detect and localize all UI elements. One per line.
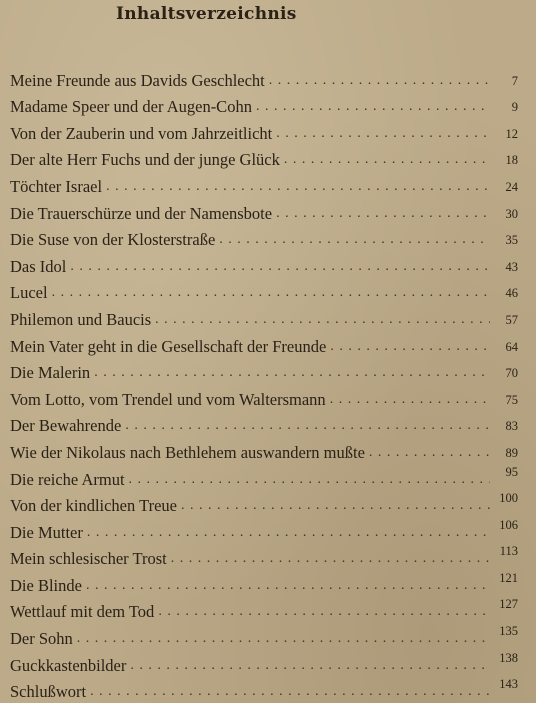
toc-entry-page-number: 89 xyxy=(505,445,518,460)
toc-entry xyxy=(10,303,518,330)
toc-entry-page-number: 35 xyxy=(505,233,518,248)
toc-entry-page-number: 135 xyxy=(499,624,518,639)
toc-leader-dots xyxy=(330,390,490,410)
toc-entry xyxy=(10,357,518,384)
toc-entry xyxy=(10,144,518,171)
toc-entry xyxy=(10,410,518,437)
toc-entry xyxy=(10,676,518,703)
toc-leader-dots xyxy=(276,124,490,144)
toc-entry-title: Der Bewahrende xyxy=(10,416,122,436)
toc-entry xyxy=(10,649,518,676)
toc-entry-title: Der alte Herr Fuchs und der junge Glück xyxy=(10,150,280,170)
toc-entry-page-number: 64 xyxy=(505,339,518,354)
toc-entry-title: Von der Zauberin und vom Jahrzeitlicht xyxy=(10,123,273,143)
toc-leader-dots xyxy=(181,496,490,516)
toc-entry-page-number: 95 xyxy=(505,464,518,479)
toc-leader-dots xyxy=(219,230,490,250)
toc-entry-title: Die Trauerschürze und der Namensbote xyxy=(10,203,273,223)
toc-entry xyxy=(10,569,518,596)
toc-entry xyxy=(10,596,518,623)
toc-entry xyxy=(10,436,518,463)
toc-entry-title: Meine Freunde aus Davids Geschlecht xyxy=(10,70,265,90)
toc-entry-page-number: 24 xyxy=(505,179,518,194)
toc-leader-dots xyxy=(256,97,490,117)
toc-entry xyxy=(10,197,518,224)
toc-leader-dots xyxy=(130,656,490,676)
toc-leader-dots xyxy=(77,629,490,649)
table-of-contents xyxy=(10,64,518,702)
toc-entry xyxy=(10,250,518,277)
toc-entry-title: Madame Speer und der Augen-Cohn xyxy=(10,97,252,117)
toc-entry-page-number: 46 xyxy=(505,286,518,301)
toc-entry-page-number: 75 xyxy=(505,392,518,407)
toc-entry-page-number: 106 xyxy=(499,517,518,532)
toc-entry-page-number: 12 xyxy=(505,126,518,141)
toc-entry-title: Guckkastenbilder xyxy=(10,655,127,675)
toc-entry-page-number: 100 xyxy=(499,491,518,506)
toc-entry-page-number: 7 xyxy=(511,73,518,88)
toc-leader-dots xyxy=(269,71,490,91)
toc-leader-dots xyxy=(87,523,490,543)
toc-entry-title: Der Sohn xyxy=(10,629,73,649)
toc-entry-title: Die Malerin xyxy=(10,363,91,383)
toc-entry-title: Vom Lotto, vom Trendel und vom Waltersmann xyxy=(10,389,326,409)
toc-leader-dots xyxy=(52,283,490,303)
toc-leader-dots xyxy=(90,682,490,702)
toc-entry-page-number: 30 xyxy=(505,206,518,221)
toc-entry-page-number: 83 xyxy=(505,419,518,434)
toc-leader-dots xyxy=(171,549,490,569)
toc-leader-dots xyxy=(284,150,490,170)
toc-leader-dots xyxy=(129,470,490,490)
toc-leader-dots xyxy=(155,310,490,330)
toc-entry xyxy=(10,224,518,251)
toc-entry-title: Wie der Nikolaus nach Bethlehem auswandern mußte xyxy=(10,442,365,462)
page-title: Inhaltsverzeichnis xyxy=(116,4,297,24)
toc-leader-dots xyxy=(125,416,490,436)
toc-entry-title: Die Blinde xyxy=(10,575,82,595)
toc-entry-page-number: 57 xyxy=(505,312,518,327)
toc-entry-title: Mein schlesischer Trost xyxy=(10,549,167,569)
toc-leader-dots xyxy=(330,337,490,357)
toc-entry-title: Lucel xyxy=(10,283,48,303)
toc-entry-page-number: 127 xyxy=(499,597,518,612)
toc-entry-title: Die reiche Armut xyxy=(10,469,125,489)
toc-entry-page-number: 138 xyxy=(499,650,518,665)
toc-entry-title: Töchter Israel xyxy=(10,176,103,196)
toc-entry-page-number: 143 xyxy=(499,677,518,692)
toc-entry xyxy=(10,516,518,543)
toc-leader-dots xyxy=(94,363,490,383)
toc-entry-title: Von der kindlichen Treue xyxy=(10,496,177,516)
toc-entry xyxy=(10,383,518,410)
toc-entry-page-number: 113 xyxy=(499,544,518,559)
toc-entry xyxy=(10,490,518,517)
toc-entry xyxy=(10,64,518,91)
toc-entry xyxy=(10,463,518,490)
toc-entry xyxy=(10,543,518,570)
toc-leader-dots xyxy=(106,177,490,197)
toc-leader-dots xyxy=(369,443,490,463)
toc-entry xyxy=(10,330,518,357)
toc-entry-title: Mein Vater geht in die Gesellschaft der Freunde xyxy=(10,336,327,356)
toc-leader-dots xyxy=(158,602,490,622)
toc-entry xyxy=(10,117,518,144)
toc-entry-page-number: 9 xyxy=(511,100,518,115)
toc-entry xyxy=(10,622,518,649)
toc-entry-title: Schlußwort xyxy=(10,682,87,702)
toc-entry-title: Wettlauf mit dem Tod xyxy=(10,602,155,622)
toc-entry-page-number: 70 xyxy=(505,366,518,381)
toc-entry xyxy=(10,277,518,304)
toc-entry-page-number: 43 xyxy=(505,259,518,274)
toc-leader-dots xyxy=(86,576,490,596)
toc-entry-title: Das Idol xyxy=(10,256,67,276)
toc-entry-title: Die Suse von der Klosterstraße xyxy=(10,230,216,250)
toc-entry xyxy=(10,91,518,118)
toc-entry-title: Die Mutter xyxy=(10,522,83,542)
toc-entry-page-number: 18 xyxy=(505,153,518,168)
toc-leader-dots xyxy=(276,204,490,224)
toc-entry-title: Philemon und Baucis xyxy=(10,309,152,329)
toc-leader-dots xyxy=(70,257,490,277)
toc-entry-page-number: 121 xyxy=(499,570,518,585)
toc-entry xyxy=(10,170,518,197)
